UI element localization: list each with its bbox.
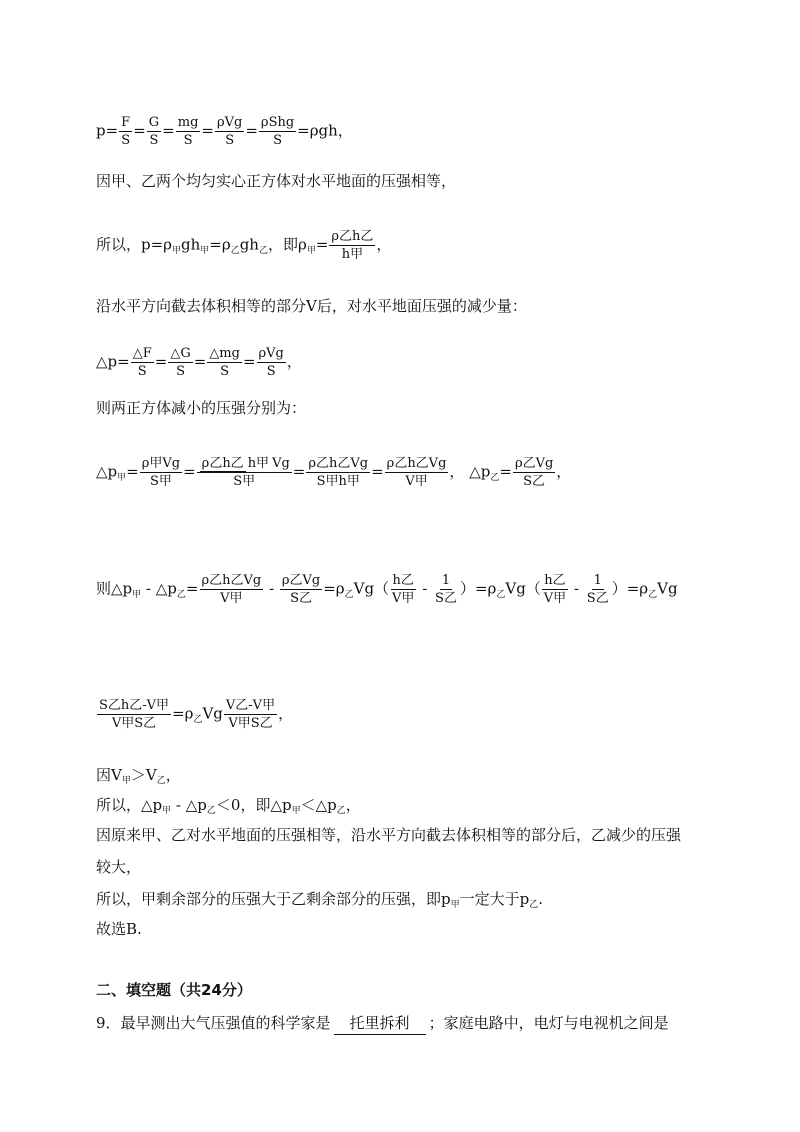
text: 所以，甲剩余部分的压强大于乙剩余部分的压强，即p bbox=[96, 890, 451, 908]
subscript: 甲 bbox=[172, 245, 182, 256]
paragraph: 则两正方体减小的压强分别为： bbox=[96, 399, 307, 417]
paragraph: 因甲、乙两个均匀实心正方体对水平地面的压强相等， bbox=[96, 172, 457, 190]
fraction bbox=[97, 697, 171, 732]
text: = bbox=[499, 462, 512, 481]
text: =ρ bbox=[323, 579, 345, 598]
denominator: V甲S乙 bbox=[111, 716, 157, 731]
text: = bbox=[201, 121, 214, 140]
numerator: 1 bbox=[441, 573, 451, 588]
conclusion bbox=[96, 888, 543, 913]
denominator: S bbox=[266, 364, 276, 379]
text: = bbox=[133, 121, 146, 140]
subscript: 乙 bbox=[156, 776, 166, 786]
fraction bbox=[542, 572, 568, 607]
formula-two-decreases bbox=[96, 455, 571, 490]
text: =ρgh， bbox=[297, 121, 353, 140]
text: ＜0，即△p bbox=[215, 796, 292, 814]
text: ， bbox=[165, 766, 181, 784]
numerator: ρShg bbox=[260, 115, 295, 130]
text: = bbox=[292, 462, 306, 481]
subscript: 甲 bbox=[306, 245, 316, 256]
denominator: V甲 bbox=[543, 591, 567, 606]
denominator: h甲 bbox=[247, 456, 270, 471]
subscript: 乙 bbox=[336, 806, 346, 816]
formula-density-ratio bbox=[96, 228, 391, 263]
numerator: ρ甲Vg bbox=[141, 456, 181, 471]
numerator: △G bbox=[170, 346, 191, 361]
paragraph: 因原来甲、乙对水平地面的压强相等，沿水平方向截去体积相等的部分后，乙减少的压强 bbox=[96, 826, 682, 844]
subscript: 甲 bbox=[291, 806, 301, 816]
text: 一定大于p bbox=[459, 890, 530, 908]
text: = bbox=[162, 121, 175, 140]
text: = bbox=[126, 462, 139, 481]
text: △p bbox=[469, 462, 491, 481]
fraction bbox=[280, 572, 322, 607]
text: ， bbox=[556, 462, 572, 481]
subscript: 甲 bbox=[117, 472, 127, 483]
text: ， bbox=[278, 704, 294, 723]
formula-pressure-decrease bbox=[96, 345, 302, 380]
fraction bbox=[147, 114, 161, 149]
numerator: G bbox=[148, 115, 160, 130]
text: = bbox=[242, 352, 256, 371]
text: =ρ bbox=[209, 235, 231, 254]
numerator: ρ乙Vg bbox=[281, 573, 321, 588]
fraction bbox=[257, 345, 286, 380]
numerator: ρVg bbox=[258, 346, 284, 361]
volume-comparison bbox=[96, 764, 181, 789]
text: 因V bbox=[96, 766, 122, 784]
denominator: S甲h甲 bbox=[316, 474, 360, 489]
section-heading: 二、填空题（共24分） bbox=[96, 981, 252, 999]
text: ，即ρ bbox=[267, 235, 307, 254]
text: gh bbox=[181, 235, 201, 254]
numerator: V乙-V甲 bbox=[225, 698, 276, 713]
denominator: V甲 bbox=[392, 591, 415, 606]
denominator: h甲 bbox=[341, 247, 364, 262]
numerator: S乙h乙-V甲 bbox=[99, 698, 170, 713]
subscript: 乙 bbox=[496, 589, 506, 600]
compound-fraction bbox=[197, 455, 292, 490]
subscript: 乙 bbox=[193, 714, 203, 725]
denominator: S bbox=[149, 133, 159, 148]
denominator: S bbox=[225, 133, 235, 148]
subscript: 甲 bbox=[162, 806, 172, 816]
numerator: h乙 bbox=[392, 573, 414, 588]
text: gh bbox=[239, 235, 259, 254]
subscript: 乙 bbox=[230, 245, 240, 256]
denominator: S乙 bbox=[586, 591, 609, 606]
fraction bbox=[585, 572, 611, 607]
pressure-comparison bbox=[96, 794, 361, 819]
text: = bbox=[193, 352, 207, 371]
denominator: S bbox=[183, 133, 193, 148]
numerator: ρ乙h乙Vg bbox=[386, 456, 447, 471]
fraction bbox=[385, 455, 449, 490]
fraction bbox=[200, 455, 271, 472]
fraction bbox=[329, 228, 375, 263]
numerator: ρ乙h乙 bbox=[331, 229, 374, 244]
numerator: ρ乙h乙Vg bbox=[201, 573, 262, 588]
subscript: 甲 bbox=[200, 245, 210, 256]
numerator: mg bbox=[177, 115, 199, 130]
text: △p bbox=[96, 462, 118, 481]
subscript: 乙 bbox=[648, 589, 658, 600]
text: 所以，△p bbox=[96, 796, 163, 814]
paragraph: 沿水平方向截去体积相等的部分V后，对水平地面压强的减少量： bbox=[96, 297, 527, 315]
text: = bbox=[315, 235, 329, 254]
subscript: 乙 bbox=[206, 806, 216, 816]
text: Vg bbox=[657, 579, 678, 598]
text: = bbox=[183, 462, 196, 481]
denominator: S bbox=[273, 133, 282, 148]
fraction bbox=[215, 114, 244, 149]
fraction bbox=[200, 572, 264, 607]
numerator: F bbox=[121, 115, 131, 130]
fraction bbox=[131, 345, 154, 380]
denominator: S bbox=[176, 364, 185, 379]
text: - bbox=[264, 579, 279, 598]
text: - △p bbox=[141, 579, 177, 598]
formula-difference bbox=[96, 572, 678, 607]
text: = bbox=[185, 579, 199, 598]
subscript: 乙 bbox=[176, 589, 186, 600]
fraction bbox=[207, 345, 242, 380]
text: 9．最早测出大气压强值的科学家是 bbox=[96, 1014, 331, 1032]
text: = bbox=[154, 352, 168, 371]
text: - bbox=[417, 579, 433, 598]
denominator: V甲 bbox=[405, 474, 428, 489]
fraction bbox=[119, 114, 132, 149]
text: Vg（ bbox=[505, 579, 541, 598]
question-9 bbox=[96, 1012, 669, 1035]
text: ）=ρ bbox=[611, 579, 649, 598]
text: 所以，p=ρ bbox=[96, 235, 172, 254]
subscript: 乙 bbox=[344, 589, 354, 600]
text: - △p bbox=[171, 796, 207, 814]
numerator: △F bbox=[132, 346, 152, 361]
denominator: S bbox=[137, 364, 147, 379]
paragraph: 较大， bbox=[96, 858, 142, 876]
text: Vg bbox=[272, 456, 290, 471]
text: ；家庭电路中，电灯与电视机之间是 bbox=[428, 1014, 669, 1032]
text: ， bbox=[345, 796, 361, 814]
denominator: V甲 bbox=[220, 591, 243, 606]
denominator: V甲S乙 bbox=[228, 716, 273, 731]
text: ＞V bbox=[130, 766, 157, 784]
numerator: ρ乙h乙 bbox=[201, 456, 244, 471]
text: ， bbox=[286, 352, 302, 371]
fraction bbox=[176, 114, 201, 149]
fraction bbox=[224, 697, 277, 732]
denominator: S乙 bbox=[435, 591, 457, 606]
numerator: ρVg bbox=[216, 115, 243, 130]
subscript: 甲 bbox=[450, 900, 460, 910]
text: . bbox=[538, 890, 544, 908]
numerator: ρ乙Vg bbox=[514, 456, 554, 471]
text: ）=ρ bbox=[459, 579, 497, 598]
text: Vg（ bbox=[353, 579, 390, 598]
subscript: 乙 bbox=[258, 245, 268, 256]
fraction bbox=[306, 455, 370, 490]
fraction bbox=[140, 455, 182, 490]
fraction bbox=[168, 345, 192, 380]
denominator: S乙 bbox=[290, 591, 312, 606]
numerator: h乙 bbox=[544, 573, 566, 588]
subscript: 甲 bbox=[121, 776, 131, 786]
formula-pressure-derivation bbox=[96, 114, 353, 149]
subscript: 乙 bbox=[529, 900, 539, 910]
fraction bbox=[513, 455, 555, 490]
text: - bbox=[569, 579, 584, 598]
numerator: ρ乙h乙Vg bbox=[308, 456, 369, 471]
text: =ρ bbox=[172, 704, 194, 723]
denominator: S甲 bbox=[233, 474, 256, 489]
text: Vg bbox=[202, 704, 223, 723]
numerator: △mg bbox=[209, 346, 240, 361]
denominator: S bbox=[220, 364, 230, 379]
text: ＜△p bbox=[300, 796, 337, 814]
numerator bbox=[197, 455, 292, 473]
numerator: 1 bbox=[593, 573, 602, 588]
subscript: 乙 bbox=[490, 472, 500, 483]
text: ， bbox=[449, 462, 465, 481]
text: △p= bbox=[96, 352, 130, 371]
denominator: S乙 bbox=[523, 474, 546, 489]
fraction bbox=[259, 114, 296, 149]
subscript: 甲 bbox=[132, 589, 142, 600]
answer-blank: 托里拆利 bbox=[334, 1012, 426, 1035]
text: = bbox=[245, 121, 258, 140]
text: = bbox=[371, 462, 384, 481]
answer-choice: 故选B. bbox=[96, 920, 142, 938]
fraction bbox=[433, 572, 459, 607]
denominator: S bbox=[121, 133, 131, 148]
denominator: S甲 bbox=[149, 474, 172, 489]
text: ， bbox=[376, 235, 392, 254]
text: 则△p bbox=[96, 579, 133, 598]
fraction bbox=[390, 572, 416, 607]
formula-difference-continued bbox=[96, 697, 293, 732]
text: p= bbox=[96, 121, 119, 140]
